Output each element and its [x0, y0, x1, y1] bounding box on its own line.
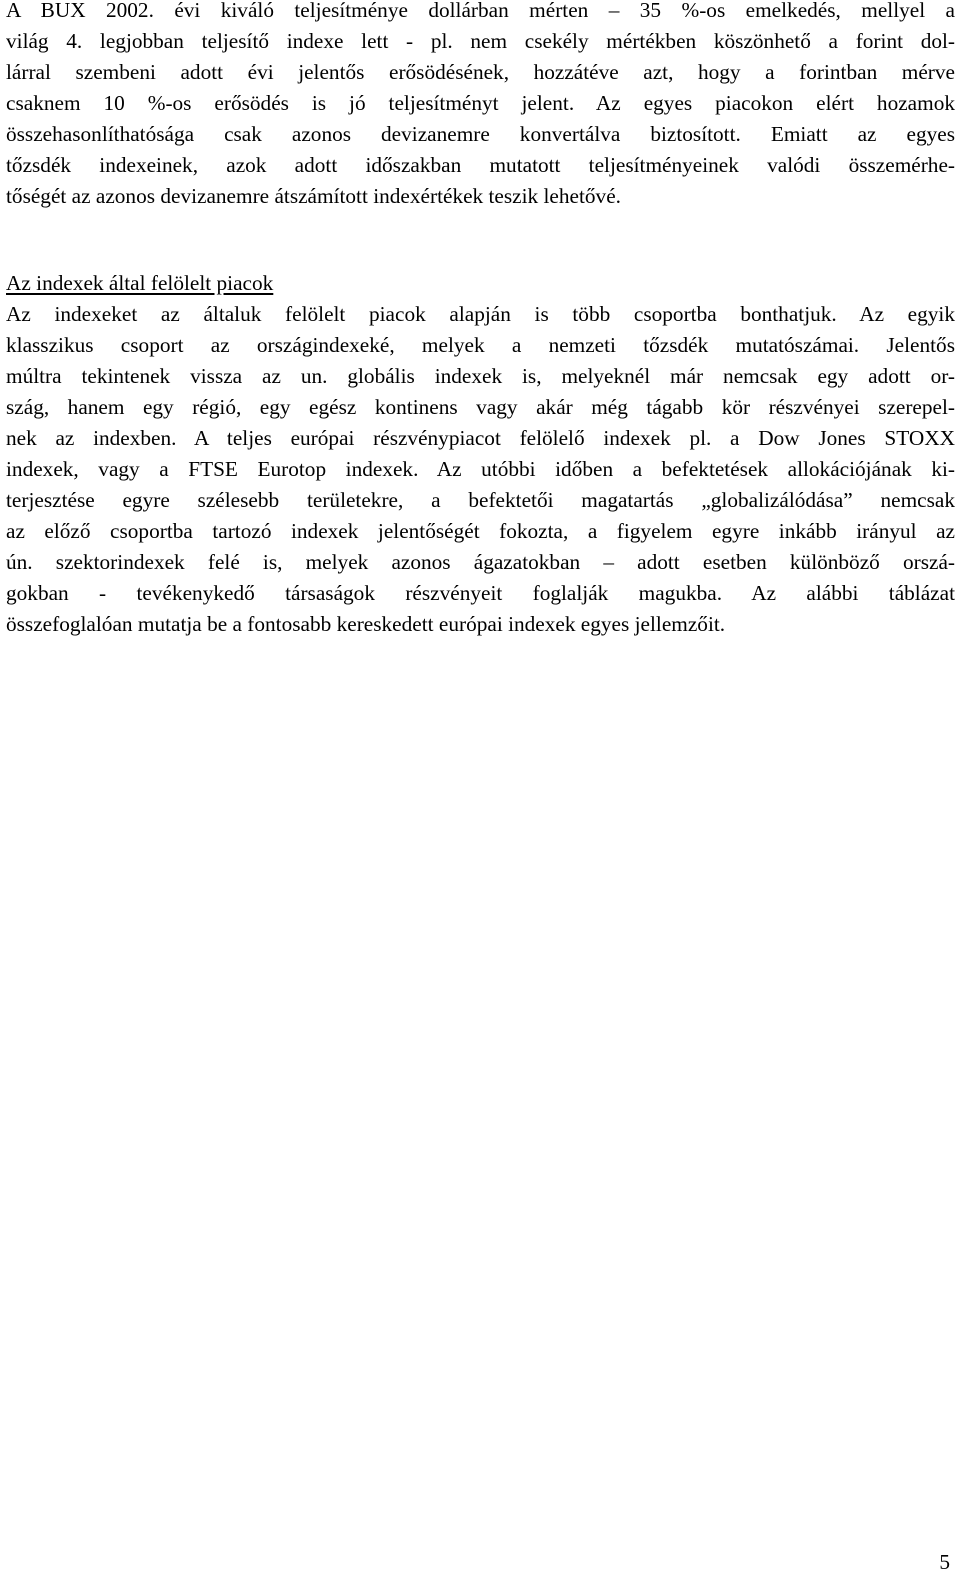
- paragraph-intro: [6, 0, 955, 212]
- text-line: Az indexeket az általuk felölelt piacok alapján is több csoportba bonthatjuk. Az egyik: [6, 302, 955, 326]
- text-line: összehasonlíthatósága csak azonos devizanemre konvertálva biztosított. Emiatt az egyes: [6, 122, 955, 146]
- paragraph-indexes: [6, 299, 955, 640]
- text-line: tőzsdék indexeinek, azok adott időszakban mutatott teljesítményeinek valódi összemérhe-: [6, 153, 955, 177]
- text-line: lárral szembeni adott évi jelentős erősödésének, hozzátéve azt, hogy a forintban mérve: [6, 60, 955, 84]
- text-line: gokban - tevékenykedő társaságok részvényeit foglalják magukba. Az alábbi táblázat: [6, 581, 955, 605]
- text-line: indexek, vagy a FTSE Eurotop indexek. Az utóbbi időben a befektetések allokációjának ki-: [6, 457, 955, 481]
- text-line: világ 4. legjobban teljesítő indexe lett - pl. nem csekély mértékben köszönhető a forint dol-: [6, 29, 955, 53]
- text-line: nek az indexben. A teljes európai részvénypiacot felölelő indexek pl. a Dow Jones STOXX: [6, 426, 955, 450]
- section-heading: Az indexek által felölelt piacok: [6, 271, 274, 295]
- text-line: összefoglalóan mutatja be a fontosabb kereskedett európai indexek egyes jellemzőit.: [6, 612, 726, 636]
- page-number: 5: [939, 1550, 950, 1574]
- text-line: tőségét az azonos devizanemre átszámított indexértékek teszik lehetővé.: [6, 184, 621, 208]
- text-line: A BUX 2002. évi kiváló teljesítménye dollárban mérten – 35 %-os emelkedés, mellyel a: [6, 0, 955, 22]
- text-line: ún. szektorindexek felé is, melyek azonos ágazatokban – adott esetben különböző orszá-: [6, 550, 955, 574]
- text-line: klasszikus csoport az országindexeké, melyek a nemzeti tőzsdék mutatószámai. Jelentős: [6, 333, 955, 357]
- text-line: terjesztése egyre szélesebb területekre, a befektetői magatartás „globalizálódása” nemcsak: [6, 488, 955, 512]
- text-line: csaknem 10 %-os erősödés is jó teljesítményt jelent. Az egyes piacokon elért hozamok: [6, 91, 955, 115]
- text-line: az előző csoportba tartozó indexek jelentőségét fokozta, a figyelem egyre inkább irányul az: [6, 519, 955, 543]
- text-line: szág, hanem egy régió, egy egész kontinens vagy akár még tágabb kör részvényei szerepel-: [6, 395, 955, 419]
- text-line: múltra tekintenek vissza az un. globális indexek is, melyeknél már nemcsak egy adott or-: [6, 364, 955, 388]
